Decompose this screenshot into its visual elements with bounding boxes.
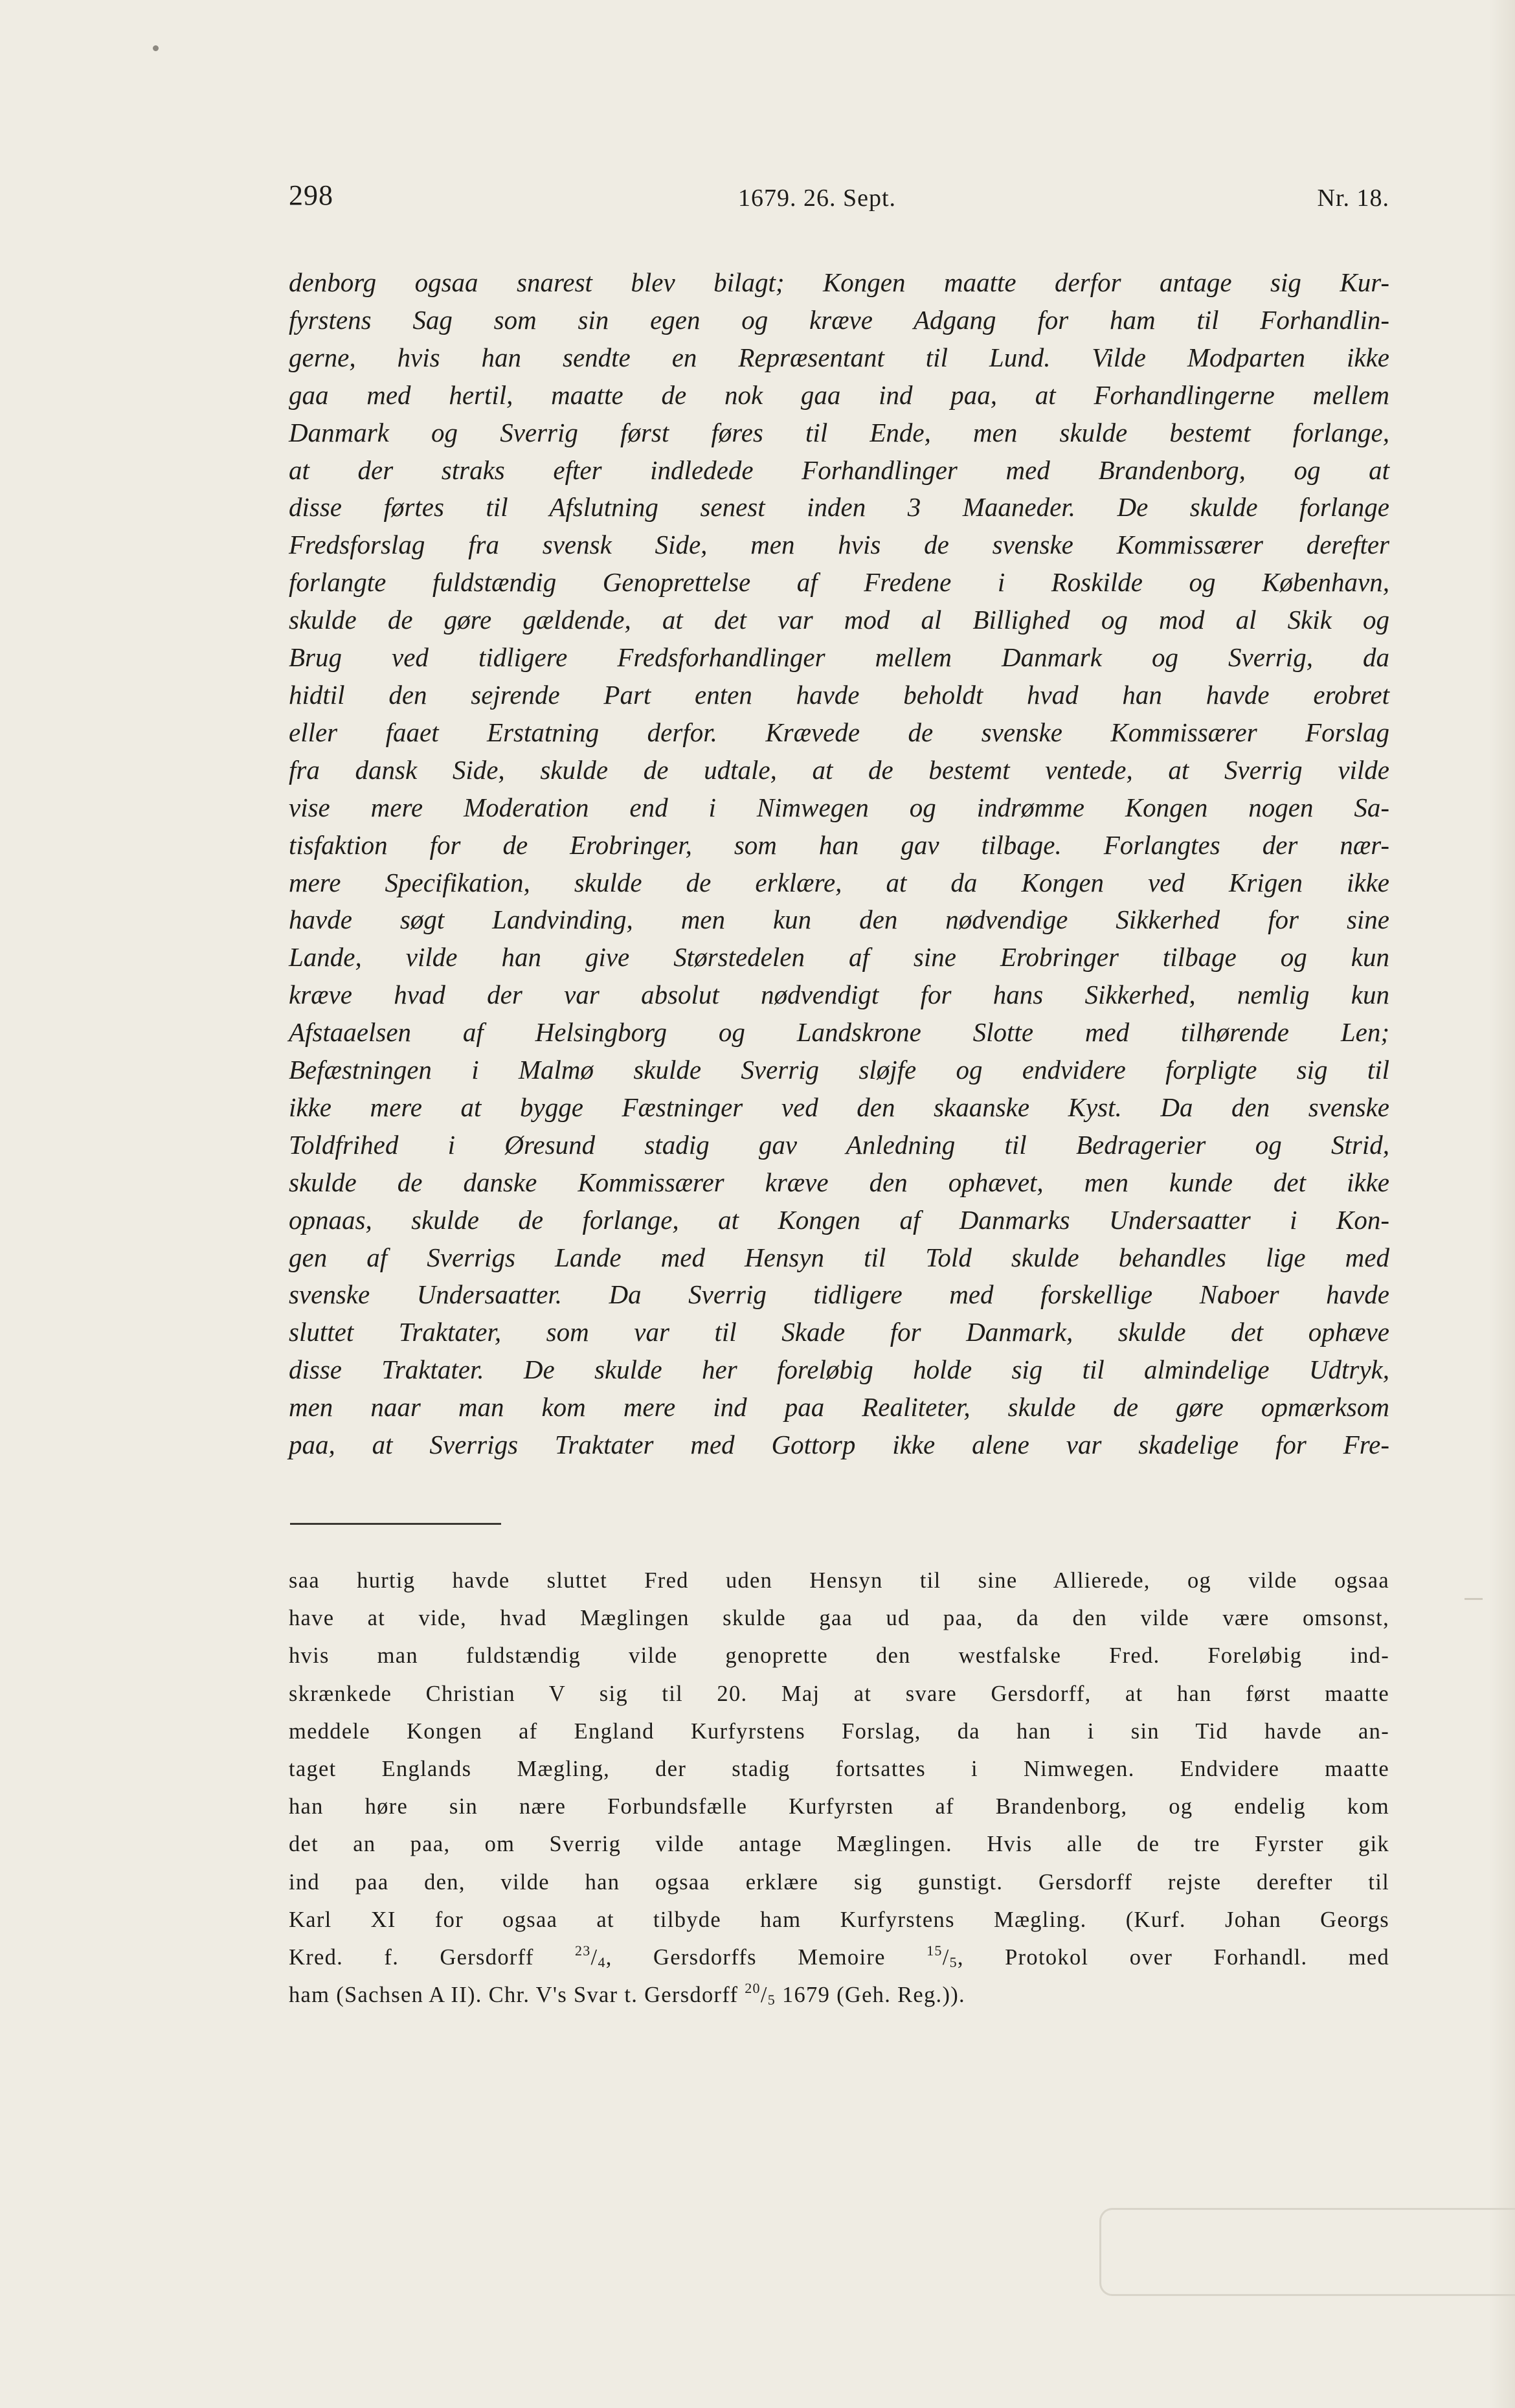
main-text-line: at der straks efter indledede Forhandlinger med Brandenborg, og at [289, 455, 1389, 485]
fraction-23-4: $^{23}/_4$ [574, 1942, 606, 1971]
footnote-line: skrænkede Christian V sig til 20. Maj at svare Gersdorff, at han først maatte [289, 1681, 1389, 1706]
fraction-denominator: 4 [598, 1954, 606, 1971]
main-text-line: gerne, hvis han sendte en Repræsentant til Lund. Vilde Modparten ikke [289, 342, 1389, 372]
page-edge-shadow [1489, 0, 1515, 2408]
fraction-numerator: 15 [926, 1942, 943, 1959]
fraction-numerator: 23 [574, 1942, 591, 1959]
main-text-line: fyrstens Sag som sin egen og kræve Adgang for ham til Forhandlin- [289, 304, 1389, 335]
main-text-line: Lande, vilde han give Størstedelen af sine Erobringer tilbage og kun [289, 942, 1389, 973]
footnote-line-12 [289, 1976, 965, 2014]
main-text-line: ikke mere at bygge Fæstninger ved den skaanske Kyst. Da den svenske [289, 1092, 1389, 1122]
fraction-denominator: 5 [949, 1954, 958, 1971]
scan-dust-mark [153, 45, 159, 51]
footnote-line-11-text-c: , Protokol over Forhandl. med [957, 1945, 1390, 1970]
main-text-line: kræve hvad der var absolut nødvendigt for hans Sikkerhed, nemlig kun [289, 980, 1389, 1010]
main-text-line: Fredsforslag fra svensk Side, men hvis de svenske Kommissærer derefter [289, 530, 1389, 560]
main-text-line: Afstaaelsen af Helsingborg og Landskrone Slotte med tilhørende Len; [289, 1017, 1389, 1048]
main-text-line: skulde de gøre gældende, at det var mod al Billighed og mod al Skik og [289, 605, 1389, 635]
header-document-number: Nr. 18. [1317, 185, 1389, 212]
footnote-lines [289, 1562, 1389, 1939]
main-text-line: opnaas, skulde de forlange, at Kongen af Danmarks Undersaatter i Kon- [289, 1204, 1389, 1235]
main-text-line: sluttet Traktater, som var til Skade for Danmark, skulde det ophæve [289, 1317, 1389, 1347]
fraction-denominator: 5 [767, 1992, 776, 2009]
main-text-line: fra dansk Side, skulde de udtale, at de bestemt ventede, at Sverrig vilde [289, 754, 1389, 785]
page-number: 298 [289, 179, 333, 211]
main-text-line: paa, at Sverrigs Traktater med Gottorp ikke alene var skadelige for Fre- [289, 1430, 1389, 1460]
main-text-line: Danmark og Sverrig først føres til Ende, men skulde bestemt forlange, [289, 417, 1389, 447]
main-text-line: mere Specifikation, skulde de erklære, at da Kongen ved Krigen ikke [289, 867, 1389, 897]
main-text-line: Brug ved tidligere Fredsforhandlinger mellem Danmark og Sverrig, da [289, 642, 1389, 673]
main-text-line: gaa med hertil, maatte de nok gaa ind paa, at Forhandlingerne mellem [289, 379, 1389, 410]
main-body-text [289, 264, 1389, 1464]
footnote-line: saa hurtig havde sluttet Fred uden Hensyn til sine Allierede, og vilde ogsaa [289, 1568, 1389, 1593]
footnote-line: hvis man fuldstændig vilde genoprette den westfalske Fred. Foreløbig ind- [289, 1643, 1389, 1669]
footnote-line-12-text-a: ham (Sachsen A II). Chr. V's Svar t. Gersdorff [289, 1983, 745, 2008]
fraction-numerator: 20 [745, 1980, 761, 1997]
footnote-line-11 [289, 1942, 1390, 1971]
footnote-line: Karl XI for ogsaa at tilbyde ham Kurfyrstens Mægling. (Kurf. Johan Georgs [289, 1907, 1389, 1932]
main-text-line: denborg ogsaa snarest blev bilagt; Kongen maatte derfor antage sig Kur- [289, 267, 1389, 297]
running-header [289, 179, 1389, 223]
main-text-line: Befæstningen i Malmø skulde Sverrig sløjfe og endvidere forpligte sig til [289, 1055, 1389, 1085]
main-text-line: disse Traktater. De skulde her foreløbig holde sig til almindelige Udtryk, [289, 1355, 1389, 1385]
main-text-line: skulde de danske Kommissærer kræve den ophævet, men kunde det ikke [289, 1167, 1389, 1197]
footnote-line-11-text-a: Kred. f. Gersdorff [289, 1945, 575, 1970]
footnote-line: have at vide, hvad Mæglingen skulde gaa ud paa, da den vilde være omsonst, [289, 1606, 1389, 1631]
main-text-line: vise mere Moderation end i Nimwegen og indrømme Kongen nogen Sa- [289, 792, 1389, 822]
main-text-line: svenske Undersaatter. Da Sverrig tidligere med forskellige Naboer havde [289, 1279, 1389, 1310]
main-text-line: tisfaktion for de Erobringer, som han gav tilbage. Forlangtes der nær- [289, 829, 1389, 860]
footnote-line: meddele Kongen af England Kurfyrstens Forslag, da han i sin Tid havde an- [289, 1718, 1389, 1744]
margin-bracket-mark [1099, 2208, 1515, 2296]
footnote-line: ind paa den, vilde han ogsaa erklære sig gunstigt. Gersdorff rejste derefter til [289, 1869, 1389, 1895]
footnote-text [289, 1562, 1389, 2014]
header-date: 1679. 26. Sept. [738, 185, 897, 212]
footnote-divider [290, 1523, 501, 1525]
main-text-line: men naar man kom mere ind paa Realiteter, skulde de gøre opmærksom [289, 1392, 1389, 1423]
main-text-line: gen af Sverrigs Lande med Hensyn til Told skulde behandles lige med [289, 1242, 1389, 1272]
main-text-line: havde søgt Landvinding, men kun den nødvendige Sikkerhed for sine [289, 905, 1389, 935]
margin-tick-mark [1464, 1598, 1483, 1600]
main-text-line: hidtil den sejrende Part enten havde beholdt hvad han havde erobret [289, 679, 1389, 710]
fraction-15-5: $^{15}/_5$ [926, 1942, 958, 1971]
main-text-line: disse førtes til Afslutning senest inden 3 Maaneder. De skulde forlange [289, 492, 1389, 523]
footnote-line: han høre sin nære Forbundsfælle Kurfyrsten af Brandenborg, og endelig kom [289, 1794, 1389, 1819]
main-text-line: eller faaet Erstatning derfor. Krævede de svenske Kommissærer Forslag [289, 717, 1389, 747]
fraction-20-5: $^{20}/_5$ [745, 1980, 776, 2009]
main-text-line: forlangte fuldstændig Genoprettelse af Fredene i Roskilde og København, [289, 567, 1389, 598]
footnote-line-11-text-b: , Gersdorffs Memoire [605, 1945, 927, 1970]
footnote-line-12-text-b: 1679 (Geh. Reg.)). [776, 1983, 965, 2008]
footnote-line: det an paa, om Sverrig vilde antage Mæglingen. Hvis alle de tre Fyrster gik [289, 1832, 1389, 1857]
footnote-line: taget Englands Mægling, der stadig fortsattes i Nimwegen. Endvidere maatte [289, 1757, 1389, 1782]
main-text-line: Toldfrihed i Øresund stadig gav Anledning til Bedragerier og Strid, [289, 1129, 1389, 1160]
